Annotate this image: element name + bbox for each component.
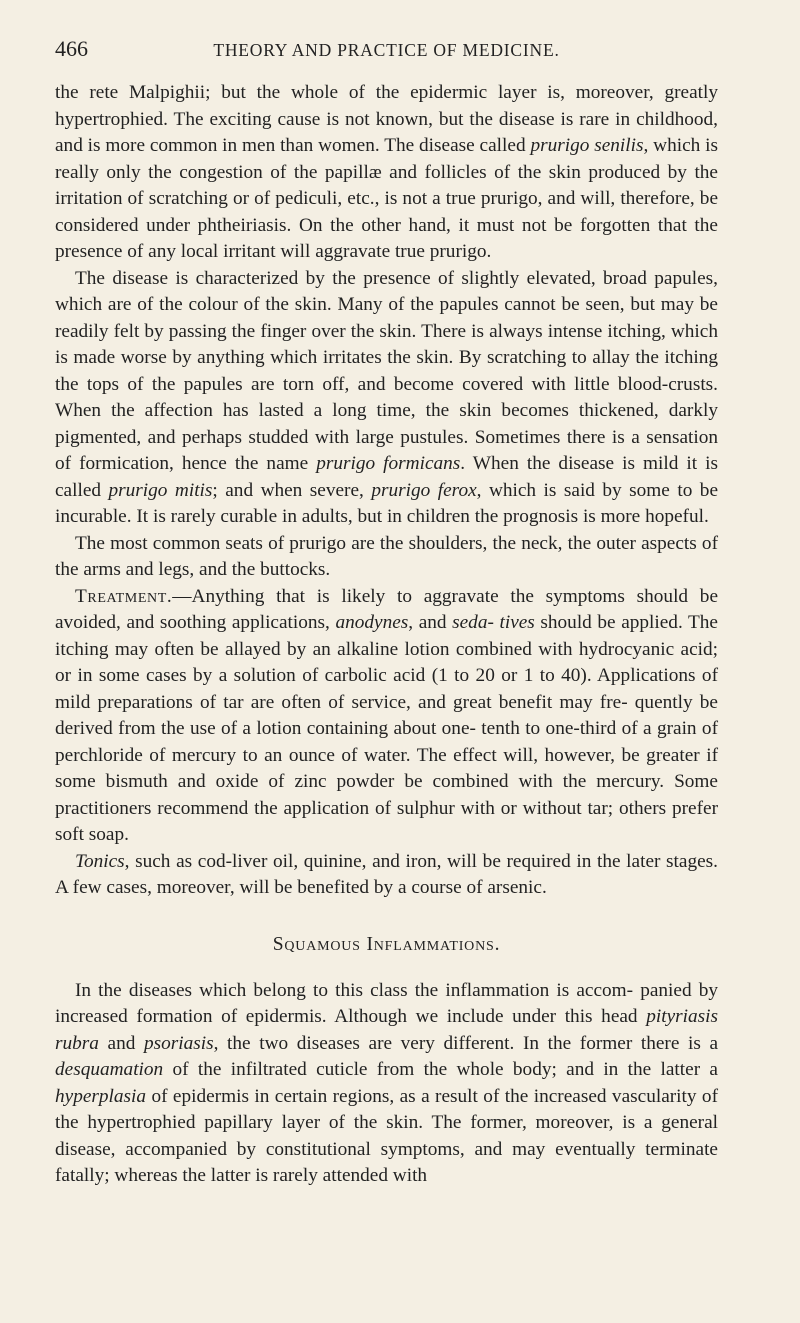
body-text [55, 80, 718, 1190]
paragraph-tonics [55, 849, 718, 902]
paragraph-text: ; and when severe, [212, 479, 372, 501]
paragraph-text: , and [408, 612, 453, 633]
paragraph-text: , which is really only the congestion of the papillæ and follicles of the skin produced by the irritation of scratching or of pediculi, etc., is not a true prurigo, and will, therefore, be considered under phtheiriasis. On the other hand, it must not be forgotten that the presence of any local irritant will aggravate true prurigo. [55, 135, 718, 262]
italic-term: desquamation [55, 1059, 164, 1080]
paragraph-text: . When the disease is mild it is called [55, 453, 718, 501]
paragraph-2 [55, 266, 718, 531]
paragraph-3 [55, 531, 718, 584]
italic-term: prurigo mitis [108, 479, 213, 501]
paragraph-text: and [98, 1032, 144, 1054]
italic-term: Tonics [75, 850, 125, 872]
paragraph-treatment [55, 584, 718, 849]
paragraph-text: the rete Malpighii; but the whole of the epidermic layer is, moreover, greatly hypertrophied. The exciting cause is not known, but the disease is rare in childhood, and is more common in men than women. The disease called [55, 82, 718, 156]
paragraph-text: , which is said by some to be incurable. It is rarely curable in adults, but in children the prognosis is more hopeful. [55, 479, 719, 527]
paragraph-text: —Anything that is likely to aggravate the symptoms should be avoided, and soothing applications, [55, 585, 718, 633]
italic-term: prurigo ferox [371, 479, 477, 501]
section-heading: Squamous Inflammations. [272, 933, 501, 955]
paragraph-1 [55, 80, 718, 266]
italic-term: anodynes [335, 612, 409, 633]
paragraph-text: The most common seats of prurigo are the shoulders, the neck, the outer aspects of the arms and legs, and the buttocks. [55, 532, 718, 580]
paragraph-text: of epidermis in certain regions, as a result of the increased vascularity of the hypertrophied papillary layer of the skin. The former, moreover, is a general disease, accompanied by constitutional symptoms, and may eventually terminate fatally; whereas the latter is rarely attended with [55, 1085, 718, 1186]
italic-term: hyperplasia [55, 1085, 147, 1107]
italic-term: pityriasis rubra [55, 1006, 718, 1054]
page-number: 466 [55, 36, 88, 61]
page-header [55, 36, 718, 80]
paragraph-text: The disease is characterized by the presence of slightly elevated, broad papules, which are of the colour of the skin. Many of the papules cannot be seen, but may be readily felt by passing the finger over the skin. There is always intense itching, which is made worse by anything which irritates the skin. By scratching to allay the itching the tops of the papules are torn off, and become covered with little blood-crusts. When the affection has lasted a long time, the skin becomes thickened, darkly pigmented, and perhaps studded with large pustules. Sometimes there is a sensation of formication, hence the name [55, 267, 718, 474]
italic-term: psoriasis [143, 1032, 214, 1054]
paragraph-text: of the infiltrated cuticle from the whole body; and in the latter a [163, 1059, 718, 1080]
paragraph-squamous [55, 978, 718, 1190]
treatment-heading: Treatment. [75, 585, 173, 607]
running-title: THEORY AND PRACTICE OF MEDICINE. [213, 40, 560, 60]
paragraph-text: , the two diseases are very different. In the former there is a [213, 1032, 718, 1054]
italic-term: prurigo senilis [530, 135, 644, 156]
italic-term: seda- tives [452, 612, 535, 633]
italic-term: prurigo formicans [316, 453, 461, 474]
paragraph-text: should be applied. The itching may often be allayed by an alkaline lotion combined with hydrocyanic acid; or in some cases by a solution of carbolic acid (1 to 20 or 1 to 40). Applications of mild preparations of tar are often of service, and great benefit may fre- quently be derived from the use of a lotion containing about one- tenth to one-third of a grain of perchloride of mercury to an ounce of water. The effect will, however, be greater if some bismuth and oxide of zinc powder be combined with the mercury. Some practitioners recommend the application of sulphur with or without tar; others prefer soft soap. [55, 612, 718, 845]
paragraph-text: , such as cod-liver oil, quinine, and iron, will be required in the later stages. A few cases, moreover, will be benefited by a course of arsenic. [55, 850, 718, 898]
paragraph-text: In the diseases which belong to this class the inflammation is accom- panied by increased formation of epidermis. Although we include under this head [55, 979, 718, 1027]
